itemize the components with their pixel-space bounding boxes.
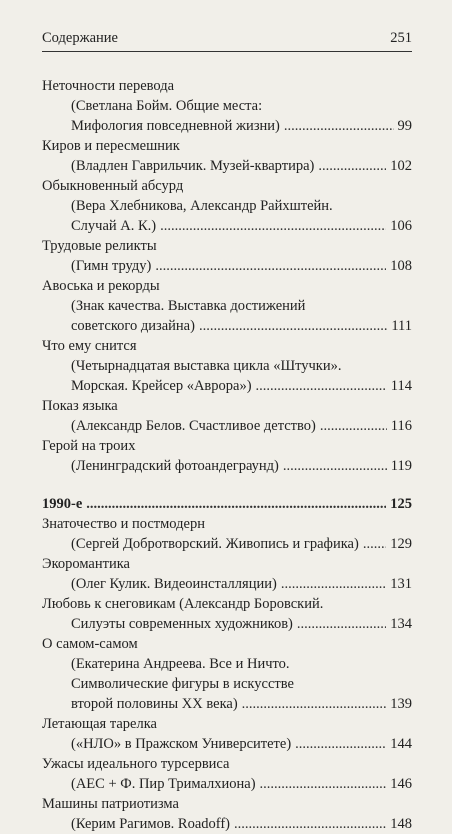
toc-entry-subtitle: Символические фигуры в искусстве <box>71 676 294 692</box>
toc-entry-last-line <box>42 574 412 594</box>
toc-entry-last-line <box>42 534 412 554</box>
toc-entry-last-line <box>42 456 412 476</box>
toc-entry-page: 129 <box>390 536 412 552</box>
toc-entry <box>42 594 412 634</box>
toc-entry-last-line <box>42 774 412 794</box>
toc-entry-page: 134 <box>390 616 412 632</box>
toc-entry-title: Герой на троих <box>42 438 136 454</box>
leader-dots <box>320 416 387 436</box>
toc-entry-text: (Гимн труду) <box>71 258 152 274</box>
toc-entry <box>42 396 412 436</box>
toc-entry <box>42 276 412 336</box>
toc-entry-subtitle: (Четырнадцатая выставка цикла «Штучки». <box>71 358 342 374</box>
toc-entry-title: Обыкновенный абсурд <box>42 178 184 194</box>
toc-entry-title: О самом-самом <box>42 636 138 652</box>
toc-entry-text: Морская. Крейсер «Аврора») <box>71 378 252 394</box>
toc-entry <box>42 554 412 594</box>
toc-entry-text: (Владлен Гаврильчик. Музей-квартира) <box>71 158 315 174</box>
leader-dots <box>242 694 387 714</box>
toc-entry-last-line <box>42 376 412 396</box>
toc-entry-page: 139 <box>390 696 412 712</box>
toc-entry <box>42 754 412 794</box>
toc-entry-title: Ужасы идеального турсервиса <box>42 756 230 772</box>
leader-dots <box>318 156 386 176</box>
toc-entry <box>42 336 412 396</box>
toc-entry-text: (Сергей Добротворский. Живопись и графика) <box>71 536 359 552</box>
toc-entry-text: Мифология повседневной жизни) <box>71 118 280 134</box>
toc-entry-text: (Александр Белов. Счастливое детство) <box>71 418 316 434</box>
leader-dots <box>284 116 394 136</box>
toc-entry-last-line <box>42 416 412 436</box>
toc-entry-page: 146 <box>390 776 412 792</box>
toc-entry <box>42 714 412 754</box>
leader-dots <box>297 614 386 634</box>
toc-entry-page: 131 <box>390 576 412 592</box>
toc-entry <box>42 514 412 554</box>
table-of-contents <box>42 76 412 834</box>
toc-entry-last-line <box>42 614 412 634</box>
toc-entry-title: Киров и пересмешник <box>42 138 180 154</box>
toc-entry-title: Любовь к снеговикам (Александр Боровский. <box>42 596 324 612</box>
toc-group-2 <box>42 514 412 834</box>
toc-entry-title: Что ему снится <box>42 338 137 354</box>
toc-entry <box>42 436 412 476</box>
toc-entry-page: 116 <box>390 418 412 434</box>
leader-dots <box>281 574 386 594</box>
toc-entry-title: Трудовые реликты <box>42 238 157 254</box>
toc-entry-last-line <box>42 734 412 754</box>
toc-section-1990s <box>42 494 412 514</box>
toc-entry-last-line <box>42 694 412 714</box>
toc-entry-text: Случай А. К.) <box>71 218 157 234</box>
toc-entry-text: (АЕС + Ф. Пир Трималхиона) <box>71 776 256 792</box>
leader-dots <box>295 734 386 754</box>
toc-entry <box>42 176 412 236</box>
leader-dots <box>155 256 386 276</box>
toc-entry-title: Показ языка <box>42 398 118 414</box>
leader-dots <box>283 456 387 476</box>
toc-entry-page: 144 <box>390 736 412 752</box>
toc-entry-title: Авоська и рекорды <box>42 278 160 294</box>
toc-entry <box>42 794 412 834</box>
toc-entry-last-line <box>42 316 412 336</box>
toc-entry-page: 108 <box>390 258 412 274</box>
leader-dots <box>260 774 387 794</box>
toc-entry <box>42 76 412 136</box>
toc-entry-page: 99 <box>397 118 412 134</box>
section-page: 125 <box>390 496 412 512</box>
toc-entry-page: 148 <box>390 816 412 832</box>
toc-entry-last-line <box>42 216 412 236</box>
toc-entry-title: Знаточество и постмодерн <box>42 516 205 532</box>
toc-entry-last-line <box>42 814 412 834</box>
leader-dots <box>199 316 387 336</box>
header-page-number: 251 <box>390 30 412 46</box>
toc-entry-subtitle: (Екатерина Андреева. Все и Ничто. <box>71 656 290 672</box>
toc-entry-text: («НЛО» в Пражском Университете) <box>71 736 292 752</box>
toc-entry-last-line <box>42 116 412 136</box>
toc-entry <box>42 236 412 276</box>
leader-dots <box>256 376 387 396</box>
toc-entry <box>42 136 412 176</box>
toc-entry-text: второй половины XX века) <box>71 696 238 712</box>
header-title: Содержание <box>42 30 118 46</box>
section-title: 1990-е <box>42 496 83 512</box>
toc-entry-title: Неточности перевода <box>42 78 175 94</box>
toc-group-1 <box>42 76 412 476</box>
toc-entry <box>42 634 412 714</box>
toc-entry-text: Силуэты современных художников) <box>71 616 293 632</box>
section-gap <box>42 476 412 494</box>
leader-dots <box>86 494 386 514</box>
toc-entry-subtitle: (Знак качества. Выставка достижений <box>71 298 306 314</box>
toc-entry-page: 111 <box>391 318 412 334</box>
leader-dots <box>160 216 386 236</box>
toc-entry-text: (Керим Рагимов. Roadoff) <box>71 816 231 832</box>
toc-entry-text: (Олег Кулик. Видеоинсталляции) <box>71 576 277 592</box>
running-header <box>42 30 412 52</box>
toc-entry-subtitle: (Светлана Бойм. Общие места: <box>71 98 263 114</box>
toc-entry-text: (Ленинградский фотоандеграунд) <box>71 458 279 474</box>
leader-dots <box>363 534 386 554</box>
leader-dots <box>234 814 386 834</box>
toc-entry-title: Экоромантика <box>42 556 130 572</box>
toc-entry-text: советского дизайна) <box>71 318 195 334</box>
toc-entry-last-line <box>42 256 412 276</box>
toc-entry-page: 119 <box>390 458 412 474</box>
toc-entry-last-line <box>42 156 412 176</box>
toc-entry-title: Машины патриотизма <box>42 796 179 812</box>
toc-entry-title: Летающая тарелка <box>42 716 157 732</box>
toc-entry-page: 114 <box>390 378 412 394</box>
toc-entry-page: 106 <box>390 218 412 234</box>
toc-entry-subtitle: (Вера Хлебникова, Александр Райхштейн. <box>71 198 333 214</box>
toc-entry-page: 102 <box>390 158 412 174</box>
